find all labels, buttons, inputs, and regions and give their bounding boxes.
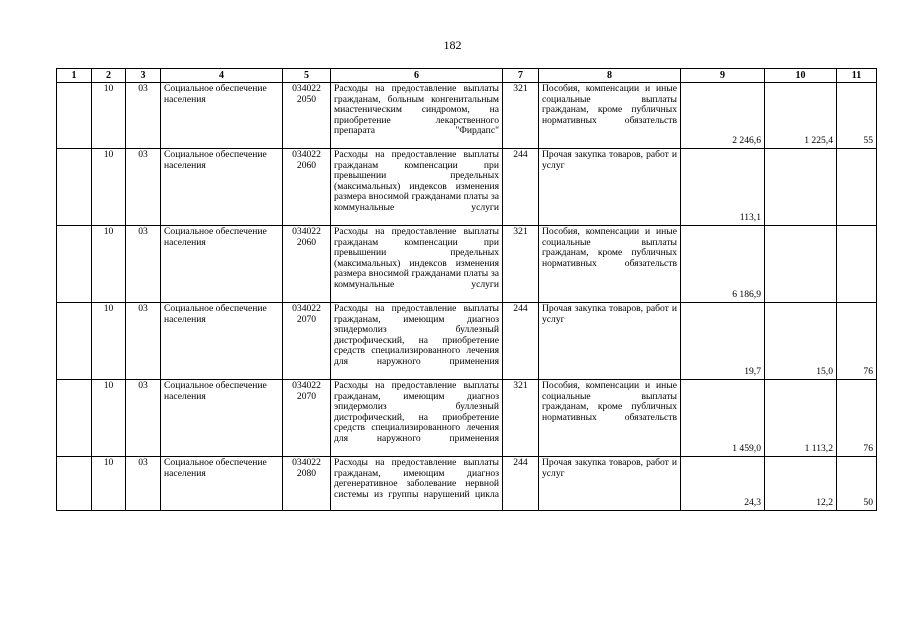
- cell-target-code: 034022 2070: [283, 380, 331, 457]
- cell-subsection: 03: [126, 303, 161, 380]
- table-row: [57, 149, 877, 226]
- col-header-9: 9: [681, 69, 765, 83]
- cell-section: 10: [92, 226, 126, 303]
- cell-target-code: 034022 2060: [283, 149, 331, 226]
- cell-description: Расходы на предоставление выплаты гражданам, имеющим диагноз эпидермолиз буллезный дистрофический, на приобретение средств специализированного лечения для наружного применения: [331, 380, 503, 457]
- cell-amount-planned: 19,7: [681, 303, 765, 380]
- col-header-2: 2: [92, 69, 126, 83]
- cell-amount-executed: [765, 226, 837, 303]
- cell-subsection: 03: [126, 83, 161, 149]
- cell-expense-type: Прочая закупка товаров, работ и услуг: [539, 149, 681, 226]
- cell-section-name: Социальное обеспечение населения: [161, 149, 283, 226]
- cell-col1: [57, 149, 92, 226]
- table-row: [57, 83, 877, 149]
- cell-percent: 55: [837, 83, 877, 149]
- cell-section-name: Социальное обеспечение населения: [161, 226, 283, 303]
- col-header-11: 11: [837, 69, 877, 83]
- cell-expense-type: Прочая закупка товаров, работ и услуг: [539, 457, 681, 511]
- cell-col1: [57, 380, 92, 457]
- col-header-5: 5: [283, 69, 331, 83]
- col-header-4: 4: [161, 69, 283, 83]
- cell-target-code: 034022 2070: [283, 303, 331, 380]
- table-row: [57, 457, 877, 511]
- cell-description: Расходы на предоставление выплаты гражданам, имеющим диагноз эпидермолиз буллезный дистрофический, на приобретение средств специализированного лечения для наружного применения: [331, 303, 503, 380]
- cell-section: 10: [92, 83, 126, 149]
- cell-col1: [57, 83, 92, 149]
- cell-description: Расходы на предоставление выплаты гражданам, больным конгенитальным миастеническим синдромом, на приобретение лекарственного препарата "Фирдапс": [331, 83, 503, 149]
- header-row: [57, 69, 877, 83]
- col-header-6: 6: [331, 69, 503, 83]
- budget-table: [56, 68, 877, 511]
- cell-amount-planned: 6 186,9: [681, 226, 765, 303]
- cell-target-code: 034022 2050: [283, 83, 331, 149]
- cell-subsection: 03: [126, 380, 161, 457]
- page-number: 182: [443, 38, 462, 52]
- cell-expense-type: Пособия, компенсации и иные социальные выплаты гражданам, кроме публичных нормативных обязательств: [539, 226, 681, 303]
- cell-section: 10: [92, 457, 126, 511]
- col-header-3: 3: [126, 69, 161, 83]
- cell-target-code: 034022 2060: [283, 226, 331, 303]
- cell-percent: [837, 149, 877, 226]
- cell-section-name: Социальное обеспечение населения: [161, 303, 283, 380]
- cell-target-code: 034022 2080: [283, 457, 331, 511]
- cell-description: Расходы на предоставление выплаты гражданам компенсации при превышении предельных (максимальных) индексов изменения размера вносимой гражданами платы за коммунальные услуги: [331, 226, 503, 303]
- cell-amount-executed: [765, 149, 837, 226]
- cell-percent: 76: [837, 380, 877, 457]
- cell-percent: [837, 226, 877, 303]
- cell-description: Расходы на предоставление выплаты гражданам компенсации при превышении предельных (максимальных) индексов изменения размера вносимой гражданами платы за коммунальные услуги: [331, 149, 503, 226]
- cell-amount-planned: 1 459,0: [681, 380, 765, 457]
- cell-section-name: Социальное обеспечение населения: [161, 457, 283, 511]
- table-row: [57, 303, 877, 380]
- cell-expense-code: 244: [503, 457, 539, 511]
- cell-expense-code: 321: [503, 380, 539, 457]
- cell-subsection: 03: [126, 457, 161, 511]
- cell-col1: [57, 226, 92, 303]
- cell-description: Расходы на предоставление выплаты гражданам, имеющим диагноз дегенеративное заболевание нервной системы из группы нарушений цикла: [331, 457, 503, 511]
- cell-expense-type: Пособия, компенсации и иные социальные выплаты гражданам, кроме публичных нормативных обязательств: [539, 380, 681, 457]
- cell-subsection: 03: [126, 226, 161, 303]
- col-header-1: 1: [57, 69, 92, 83]
- cell-expense-type: Прочая закупка товаров, работ и услуг: [539, 303, 681, 380]
- cell-subsection: 03: [126, 149, 161, 226]
- cell-percent: 50: [837, 457, 877, 511]
- cell-section-name: Социальное обеспечение населения: [161, 380, 283, 457]
- cell-amount-executed: 12,2: [765, 457, 837, 511]
- table-row: [57, 226, 877, 303]
- cell-amount-planned: 24,3: [681, 457, 765, 511]
- cell-amount-planned: 113,1: [681, 149, 765, 226]
- cell-section: 10: [92, 149, 126, 226]
- table-row: [57, 380, 877, 457]
- cell-expense-code: 321: [503, 226, 539, 303]
- cell-expense-code: 244: [503, 303, 539, 380]
- col-header-10: 10: [765, 69, 837, 83]
- cell-expense-code: 244: [503, 149, 539, 226]
- cell-amount-executed: 15,0: [765, 303, 837, 380]
- cell-amount-executed: 1 113,2: [765, 380, 837, 457]
- cell-section: 10: [92, 303, 126, 380]
- cell-percent: 76: [837, 303, 877, 380]
- cell-section-name: Социальное обеспечение населения: [161, 83, 283, 149]
- cell-col1: [57, 303, 92, 380]
- cell-col1: [57, 457, 92, 511]
- col-header-7: 7: [503, 69, 539, 83]
- cell-section: 10: [92, 380, 126, 457]
- cell-amount-executed: 1 225,4: [765, 83, 837, 149]
- cell-expense-type: Пособия, компенсации и иные социальные выплаты гражданам, кроме публичных нормативных обязательств: [539, 83, 681, 149]
- col-header-8: 8: [539, 69, 681, 83]
- cell-amount-planned: 2 246,6: [681, 83, 765, 149]
- cell-expense-code: 321: [503, 83, 539, 149]
